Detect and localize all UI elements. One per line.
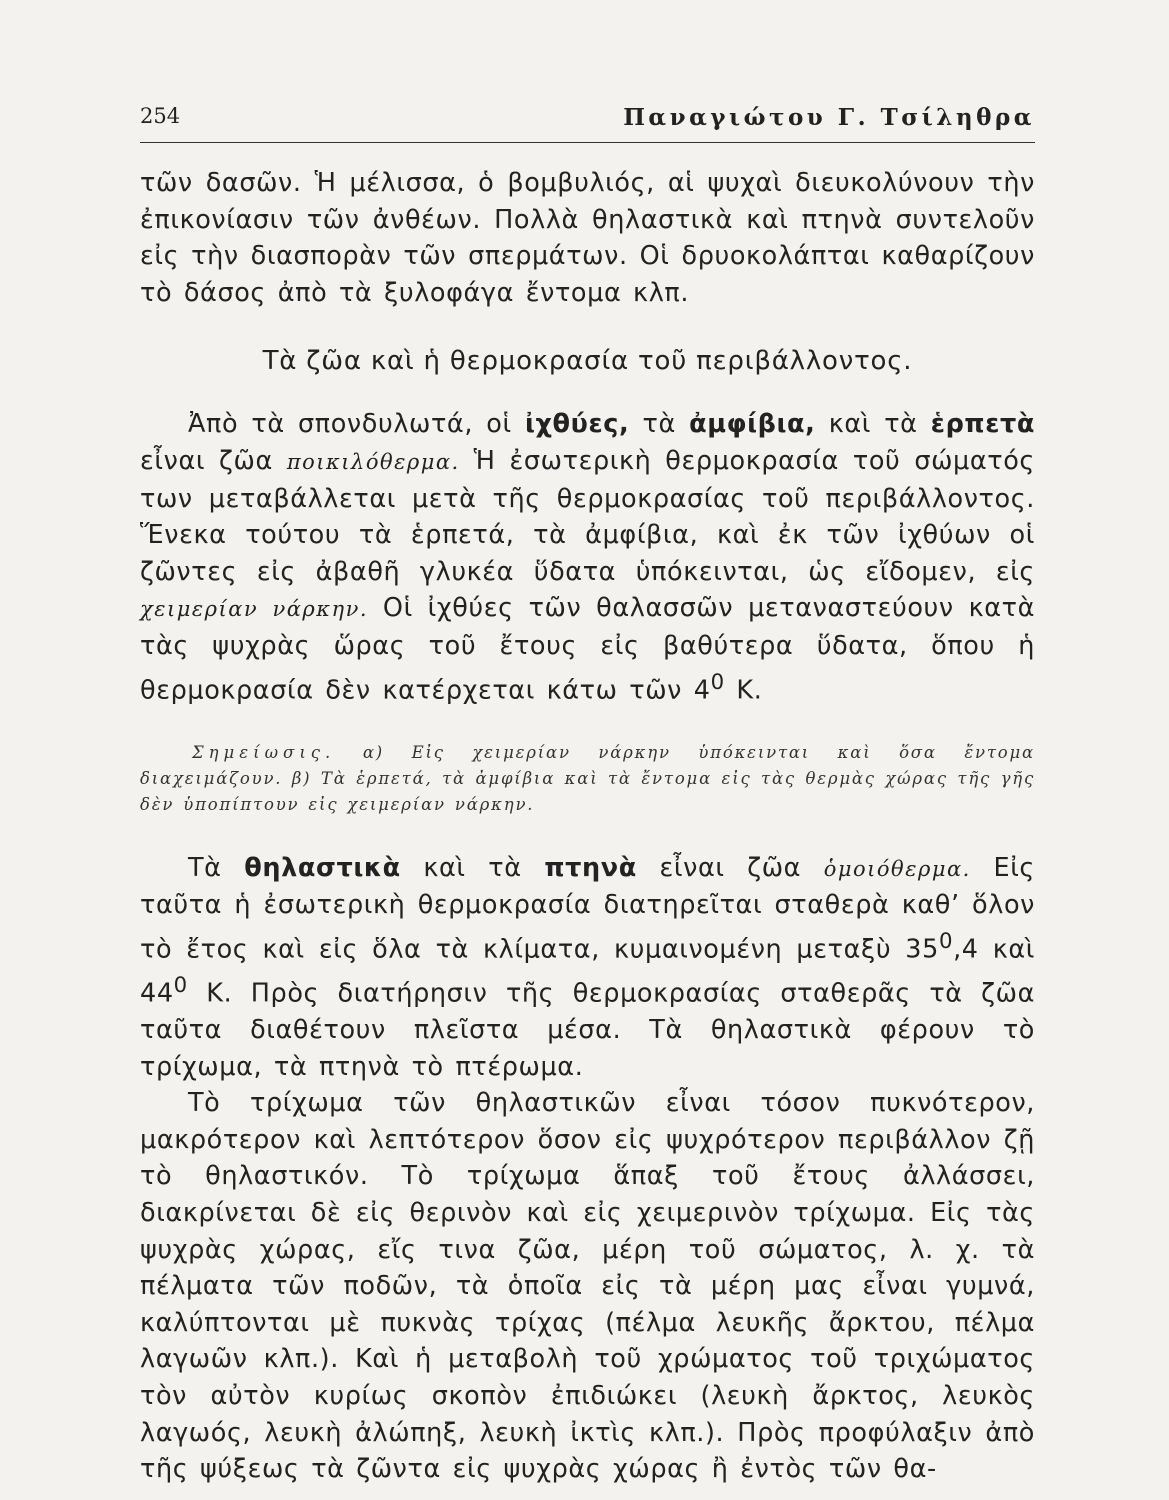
page-body: [140, 165, 1035, 1488]
text-run: εἶναι ζῶα: [636, 852, 824, 883]
paragraph-3: [140, 850, 1035, 1086]
text-run: Τὰ: [188, 852, 245, 883]
text-run: Εἰς ταῦτα ἡ ἐσωτερικὴ θερμοκρασία διατηρεῖται σταθερὰ καθ’ ὅλον τὸ ἔτος καὶ εἰς ὅλα τὰ κλίματα, κυμαινομένη μεταξὺ 35: [140, 852, 1035, 965]
text-run: ,4 καὶ 44: [140, 934, 1035, 1009]
text-run: Ἀπὸ τὰ σπονδυλωτά, οἱ: [188, 409, 525, 440]
bold-term: ἀμφίβια,: [689, 409, 816, 440]
text-run: καὶ τὰ: [400, 852, 545, 883]
text-run: Κ.: [724, 675, 763, 706]
section-title: Τὰ ζῶα καὶ ἡ θερμοκρασία τοῦ περιβάλλοντος.: [262, 346, 913, 377]
bold-term: ἰχθύες,: [524, 409, 630, 440]
bold-term: ἑρπετὰ: [930, 409, 1035, 440]
page-header: [140, 100, 1035, 143]
italic-term: ὁμοιόθερμα.: [823, 856, 971, 881]
note-label: Σημείωσις.: [192, 742, 336, 762]
paragraph-1: τῶν δασῶν. Ἡ μέλισσα, ὁ βομβυλιός, αἱ ψυχαὶ διευκολύνουν τὴν ἐπικονίασιν τῶν ἀνθέων. Πολλὰ θηλαστικὰ καὶ πτηνὰ συντελοῦν εἰς τὴν διασπορὰν τῶν σπερμάτων. Οἱ δρυοκολάπται καθαρίζουν τὸ δάσος ἀπὸ τὰ ξυλοφάγα ἔντομα κλπ.: [140, 168, 1035, 308]
footnote-remark: [140, 740, 1035, 818]
text-run: καὶ τὰ: [815, 409, 931, 440]
note-text: α) Εἰς χειμερίαν νάρκην ὑπόκεινται καὶ ὅσα ἔντομα διαχειμάζουν. β) Τὰ ἑρπετά, τὰ ἀμφίβια καὶ τὰ ἔντομα εἰς τὰς θερμὰς χώρας τῆς γῆς δὲν ὑποπίπτουν εἰς χειμερίαν νάρκην.: [140, 742, 1035, 814]
superscript: 0: [938, 928, 954, 954]
text-run: Κ. Πρὸς διατήρησιν τῆς θερμοκρασίας σταθερᾶς τὰ ζῶα ταῦτα διαθέτουν πλεῖστα μέσα. Τὰ θηλαστικὰ φέρουν τὸ τρίχωμα, τὰ πτηνὰ τὸ πτέρωμα.: [140, 978, 1035, 1082]
text-run: τὰ: [629, 409, 690, 440]
text-run: εἶναι ζῶα: [140, 445, 287, 476]
italic-term: ποικιλόθερμα.: [286, 449, 460, 474]
paragraph-4: Τὸ τρίχωμα τῶν θηλαστικῶν εἶναι τόσον πυκνότερον, μακρότερον καὶ λεπτότερον ὅσον εἰς ψυχρότερον περιβάλλον ζῇ τὸ θηλαστικόν. Τὸ τρίχωμα ἅπαξ τοῦ ἔτους ἀλλάσσει, διακρίνεται δὲ εἰς θερινὸν καὶ εἰς χειμερινὸν τρίχωμα. Εἰς τὰς ψυχρὰς χώρας, εἴς τινα ζῶα, μέρη τοῦ σώματος, λ. χ. τὰ πέλματα τῶν ποδῶν, τὰ ὁποῖα εἰς τὰ μέρη μας εἶναι γυμνά, καλύπτονται μὲ πυκνὰς τρίχας (πέλμα λευκῆς ἄρκτου, πέλμα λαγωῶν κλπ.). Καὶ ἡ μεταβολὴ τοῦ χρώματος τοῦ τριχώματος τὸν αὐτὸν κυρίως σκοπὸν ἐπιδιώκει (λευκὴ ἄρκτος, λευκὸς λαγωός, λευκὴ ἀλώπηξ, λευκὴ ἰκτὶς κλπ.). Πρὸς προφύλαξιν ἀπὸ τῆς ψύξεως τὰ ζῶντα εἰς ψυχρὰς χώρας ἢ ἐντὸς τῶν θα-: [140, 1088, 1035, 1485]
page-number: 254: [140, 104, 181, 128]
bold-term: θηλαστικὰ: [244, 852, 401, 883]
superscript: 0: [710, 669, 725, 695]
italic-term: χειμερίαν νάρκην.: [140, 597, 369, 622]
text-run: Οἱ ἰχθύες τῶν θαλασσῶν μεταναστεύουν κατὰ τὰς ψυχρὰς ὥρας τοῦ ἔτους εἰς βαθύτερα ὕδατα, ὅπου ἡ θερμοκρασία δὲν κατέρχεται κάτω τῶν 4: [140, 593, 1035, 706]
text-run: Ἡ ἐσωτερικὴ θερμοκρασία τοῦ σώματός των μεταβάλλεται μετὰ τῆς θερμοκρασίας τοῦ περιβάλλοντος. Ἕνεκα τούτου τὰ ἑρπετά, τὰ ἀμφίβια, καὶ ἐκ τῶν ἰχθύων οἱ ζῶντες εἰς ἀβαθῆ γλυκέα ὕδατα ὑπόκεινται, ὡς εἴδομεν, εἰς: [140, 445, 1035, 587]
bold-term: πτηνὰ: [544, 852, 637, 883]
paragraph-2: [140, 406, 1035, 708]
superscript: 0: [173, 972, 188, 998]
running-title: Παναγιώτου Γ. Τσίληθρα: [623, 104, 1035, 131]
